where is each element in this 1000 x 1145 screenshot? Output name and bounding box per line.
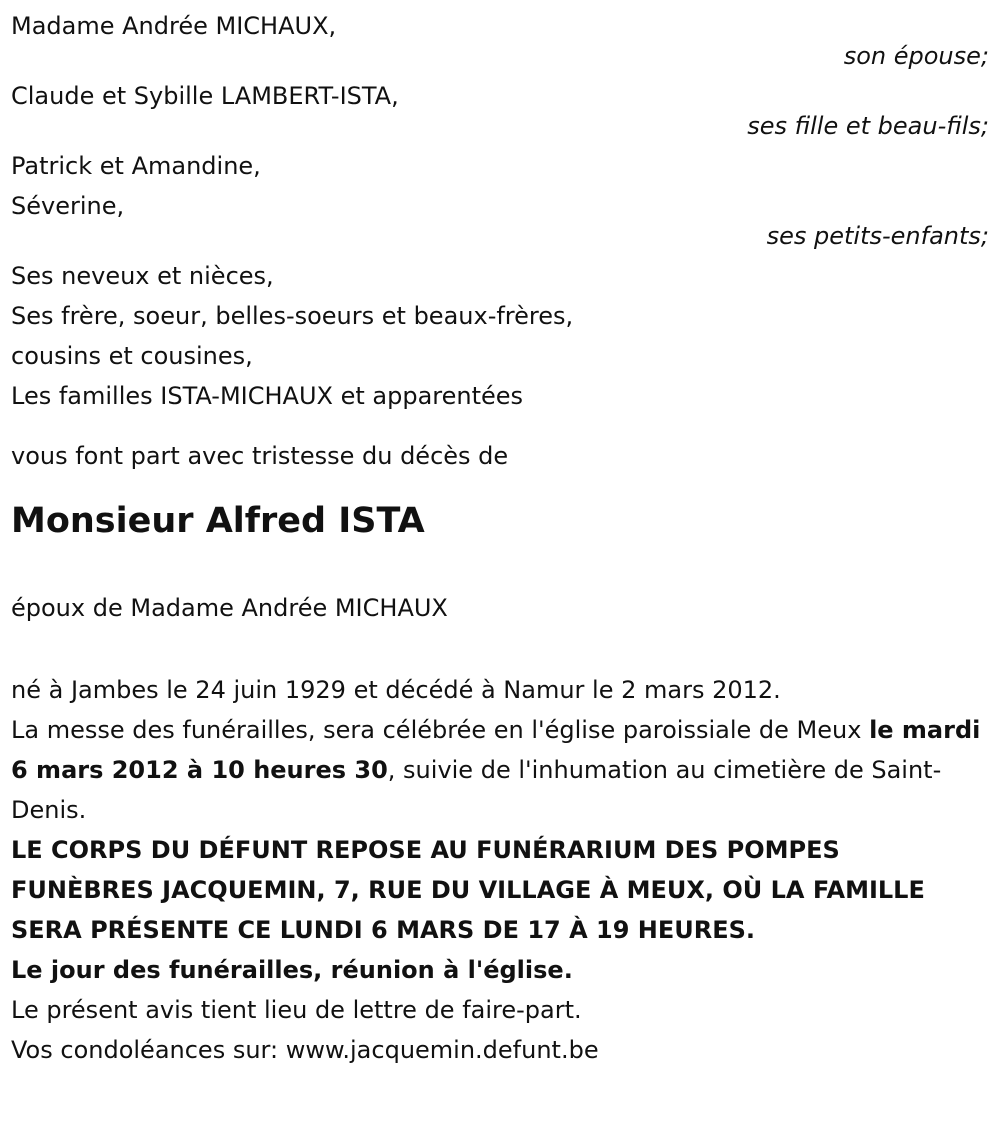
notice-text: Le présent avis tient lieu de lettre de faire-part. xyxy=(11,996,582,1024)
condolences-text: Vos condoléances sur: www.jacquemin.defunt.be xyxy=(11,1036,599,1064)
relatives-line: Ses frère, soeur, belles-soeurs et beaux-frères, xyxy=(11,302,574,330)
grandchild-name: Patrick et Amandine, xyxy=(11,152,261,180)
grandchildren-role: ses petits-enfants; xyxy=(766,222,989,250)
funeral-intro: La messe des funérailles, sera célébrée en l'église paroissiale de Meux xyxy=(11,716,870,744)
spouse-role: son épouse; xyxy=(843,42,989,70)
deceased-name: Monsieur Alfred ISTA xyxy=(11,501,425,541)
spouse-block xyxy=(11,6,989,68)
relatives-line: Les familles ISTA-MICHAUX et apparentées xyxy=(11,382,524,410)
daughter-block xyxy=(11,76,989,138)
meeting-text: Le jour des funérailles, réunion à l'église. xyxy=(11,956,573,984)
spouse-name: Madame Andrée MICHAUX, xyxy=(11,12,337,40)
obituary-notice xyxy=(11,6,989,1070)
grandchildren-block xyxy=(11,146,989,248)
relatives-line: cousins et cousines, xyxy=(11,342,253,370)
relatives-line: Ses neveux et nièces, xyxy=(11,262,274,290)
spouse-of-text: époux de Madame Andrée MICHAUX xyxy=(11,594,448,622)
birth-death-text: né à Jambes le 24 juin 1929 et décédé à Namur le 2 mars 2012. xyxy=(11,676,781,704)
funeral-rest: , suivie de l'inhumation au cimetière de Saint-Denis. xyxy=(11,756,942,824)
funeral-text xyxy=(11,710,989,830)
daughter-name: Claude et Sybille LAMBERT-ISTA, xyxy=(11,82,399,110)
announcement-text: vous font part avec tristesse du décès de xyxy=(11,442,509,470)
relatives-block xyxy=(11,256,989,416)
body-notice-text: LE CORPS DU DÉFUNT REPOSE AU FUNÉRARIUM DES POMPES FUNÈBRES JACQUEMIN, 7, RUE DU VILLAGE À MEUX, OÙ LA FAMILLE SERA PRÉSENTE CE LUNDI 6 MARS DE 17 À 19 HEURES. xyxy=(11,836,925,944)
funeral-date: le mardi 6 mars 2012 à 10 heures 30 xyxy=(11,716,981,784)
grandchild-name: Séverine, xyxy=(11,192,125,220)
daughter-role: ses fille et beau-fils; xyxy=(747,112,989,140)
